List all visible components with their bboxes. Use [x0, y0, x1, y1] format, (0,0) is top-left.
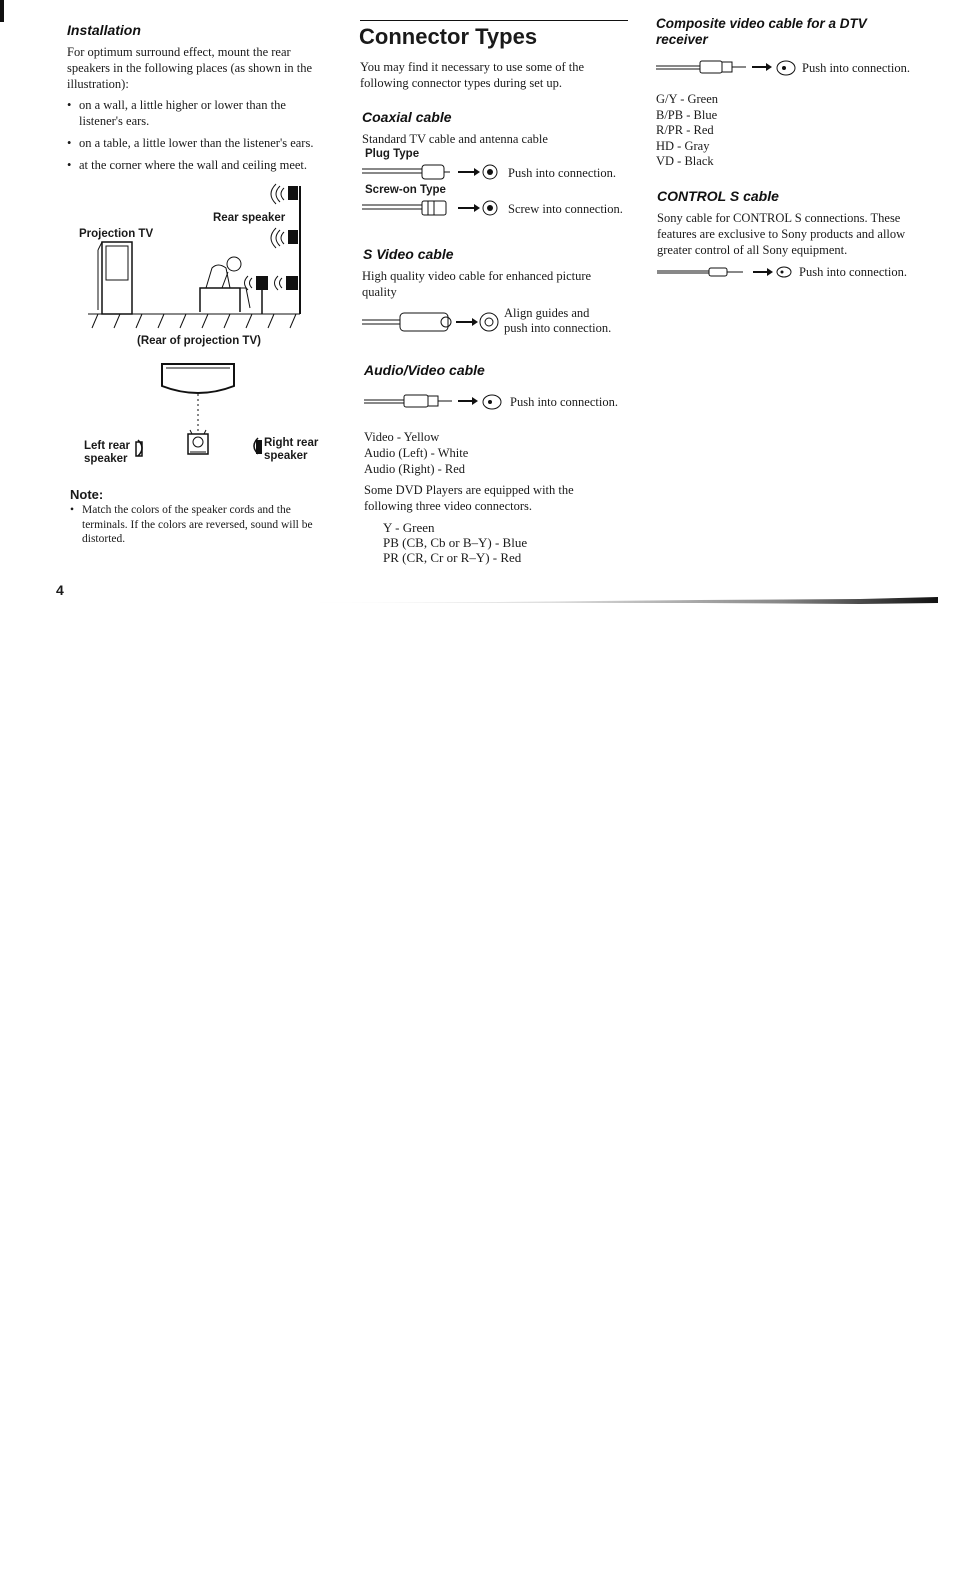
composite-color-item: B/PB - Blue — [656, 107, 718, 122]
dvd-y: Y - Green — [383, 520, 435, 535]
composite-color-list — [656, 92, 718, 170]
coaxial-plug-cable-icon — [362, 163, 502, 183]
coaxial-plug-label: Plug Type — [365, 148, 420, 160]
label-projection-tv: Projection TV — [79, 228, 154, 240]
label-rear-of-tv: (Rear of projection TV) — [137, 335, 261, 347]
listener-top-view-icon — [188, 430, 208, 454]
control-s-desc: Sony cable for CONTROL S connections. These features are exclusive to Sony products and allow greater control of all Sony equipment. — [657, 211, 906, 257]
listener-chair-icon — [200, 257, 250, 312]
label-rear-speaker: Rear speaker — [213, 212, 286, 224]
composite-heading-line1: Composite video cable for a DTV — [656, 16, 867, 31]
note-text: • Match the colors of the speaker cords and the terminals. If the colors are reversed, sound will be distorted. — [70, 503, 335, 547]
composite-color-item: G/Y - Green — [656, 92, 719, 106]
dvd-connector-list — [383, 520, 435, 535]
svideo-action-1: Align guides and — [504, 306, 590, 320]
av-heading: Audio/Video cable — [364, 362, 485, 378]
connector-intro: You may find it necessary to use some of the following connector types during set up. — [360, 60, 585, 90]
left-rear-speaker-icon — [136, 440, 142, 456]
composite-color-item: VD - Black — [656, 154, 714, 168]
bullet-item: • at the corner where the wall and ceiling meet. — [67, 157, 332, 173]
av-color-list — [364, 429, 468, 477]
svideo-row — [362, 305, 632, 339]
coaxial-screw-action: Screw into connection. — [508, 202, 623, 216]
control-s-cable-icon — [657, 263, 793, 281]
bullet-item: • on a table, a little lower than the listener's ears. — [67, 135, 332, 151]
coaxial-screw-label: Screw-on Type — [365, 184, 446, 196]
composite-heading-line2: receiver — [656, 32, 708, 47]
note-body — [70, 503, 335, 553]
tv-top-view-icon — [162, 364, 234, 393]
composite-color-item: HD - Gray — [656, 138, 710, 153]
installation-heading: Installation — [67, 22, 141, 38]
coaxial-screw-row — [362, 199, 623, 219]
label-left-rear-line2: speaker — [84, 453, 128, 465]
svideo-heading: S Video cable — [363, 246, 454, 262]
composite-cable-icon — [656, 58, 796, 78]
svideo-desc: High quality video cable for enhanced picture quality — [362, 269, 592, 299]
composite-row — [656, 58, 910, 78]
right-rear-speaker-icon — [254, 438, 262, 454]
margin-mark — [0, 0, 4, 22]
title-rule — [360, 20, 628, 21]
av-cable-icon — [364, 392, 504, 412]
rear-speaker-stand-icon — [245, 276, 269, 314]
svideo-action-2: push into connection. — [504, 321, 612, 335]
control-s-heading: CONTROL S cable — [657, 188, 779, 204]
control-s-action: Push into connection. — [799, 265, 907, 279]
av-color-item: Audio (Left) - White — [364, 446, 469, 460]
av-action: Push into connection. — [510, 395, 618, 409]
installation-intro: For optimum surround effect, mount the rear speakers in the following places (as shown in the illustration): — [67, 45, 313, 91]
composite-action: Push into connection. — [802, 61, 910, 75]
coaxial-heading: Coaxial cable — [362, 109, 452, 125]
coaxial-plug-action: Push into connection. — [508, 166, 616, 180]
composite-heading — [656, 16, 867, 48]
note-heading: Note: — [70, 487, 104, 502]
dvd-pr: PR (CR, Cr or R–Y) - Red — [383, 550, 522, 565]
av-row — [364, 392, 618, 412]
page-number: 4 — [56, 582, 64, 598]
dvd-connector-list-2 — [383, 535, 527, 565]
label-left-rear-speaker — [84, 440, 130, 466]
label-right-rear-line1: Right rear — [264, 437, 319, 449]
coaxial-screw-cable-icon — [362, 199, 502, 219]
rear-speaker-mid-icon — [271, 228, 298, 248]
composite-color-item: R/PR - Red — [656, 123, 714, 137]
dvd-note: Some DVD Players are equipped with the following three video connectors. — [364, 483, 574, 513]
installation-bullets — [67, 97, 332, 179]
coaxial-desc: Standard TV cable and antenna cable — [362, 132, 548, 146]
label-left-rear-line1: Left rear — [84, 440, 131, 452]
label-right-rear-speaker — [264, 437, 318, 463]
room-illustration — [88, 180, 310, 330]
projection-tv-icon — [98, 242, 132, 314]
rear-speaker-upper-icon — [271, 184, 298, 204]
label-right-rear-line2: speaker — [264, 450, 308, 462]
av-color-item: Audio (Right) - Red — [364, 462, 466, 476]
dvd-pb: PB (CB, Cb or B–Y) - Blue — [383, 535, 528, 550]
page-title: Connector Types — [359, 24, 538, 49]
coaxial-plug-row — [362, 163, 616, 183]
bullet-item: • on a wall, a little higher or lower than the listener's ears. — [67, 97, 332, 129]
control-s-row — [657, 263, 907, 281]
av-color-item: Video - Yellow — [364, 430, 440, 444]
svideo-cable-icon — [362, 311, 502, 333]
scan-edge-band — [300, 594, 940, 610]
